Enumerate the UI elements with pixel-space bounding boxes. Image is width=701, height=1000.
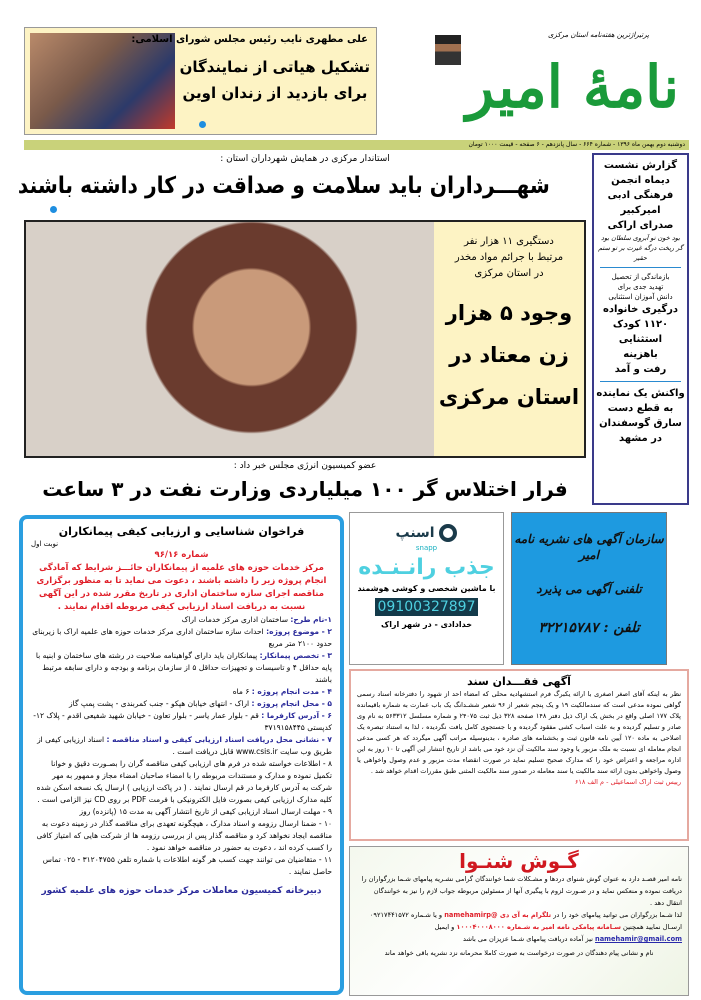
lead-story[interactable] [19, 154, 587, 216]
photo-story-text: دستگیری ۱۱ هزار نفر مرتبط با جرائم مواد مخدر در استان مرکزی وجود ۵ هزار زن معتاد در استان مرکزی [435, 222, 585, 456]
tender-item: ۷ - نشانی محل دریافت اسناد ارزیابی کیفی و اسناد مناقصه : اسناد ارزیابی کیفی از طریق وب سایت www.csis.ir قابل دریافت است . [38, 735, 333, 756]
top-story-box[interactable] [25, 27, 378, 135]
sidebar-item[interactable]: بازماندگی از تحصیل تهدید جدی برای دانش آموزان استثنایی درگیری خانواده ۱۱۲۰ کودک استثنایی باهزینه رفت و آمد [603, 273, 680, 375]
top-story-kicker: علی مطهری نایب رئیس مجلس شورای اسلامی: [132, 34, 369, 45]
tender-item: ۱-نام طرح: ساختمان اداری مرکز خدمات اراک [182, 615, 333, 624]
tender-item: ۶ - آدرس کارفرما : قم - بلوار عمار یاسر - بلوار تعاون - خیابان شهید شفیعی اقدم - پلاک ۱۲-کدپستی ۳۷۱۹۱۵۸۴۴۵ [34, 711, 333, 732]
masthead-name: نامهٔ امیر [467, 53, 680, 121]
tender-item: ۳ - تخصص پیمانکار: پیمانکاران باید دارای گواهینامه صلاحیت در رشته های ساختمان و ابنیه با پایه حداقل ۴ و تاسیسات و تجهیزات حداقل ۵ از سازمان برنامه و بودجه و دارای سابقه مرتبط باشند [36, 651, 333, 684]
tender-item: ۵ - محل انجام پروژه : اراک - انتهای خیابان هپکو - جنب کمربندی - پشت پمپ گاز [70, 699, 333, 708]
divider [601, 381, 682, 382]
sidebar [593, 153, 690, 505]
tender-item: ۱۱ - متقاضیان می توانند جهت کسب هر گونه اطلاعات با شماره تلفن ۳۱۲۰۴۷۵۵ - ۰۲۵ تماس حاصل نمایند . [43, 855, 333, 876]
lead-kicker: استاندار مرکزی در همایش شهرداران استان : [221, 154, 391, 164]
page-ref-icon [200, 121, 207, 128]
email-link[interactable]: namehamir@gmail.com [596, 935, 683, 943]
top-story-photo [31, 33, 176, 129]
tender-item: ۲ - موضوع پروژه: احداث سازه ساختمان اداری مرکز خدمات حوزه های علمیه اراک با زیربنای حدود ۲۱۰۰ متر مربع [33, 627, 333, 648]
top-story-headline: تشکیل هیاتی از نمایندگان برای بازدید از زندان اوین [180, 58, 371, 102]
second-headline: فرار اختلاس گر ۱۰۰ میلیاردی وزارت نفت در ۳ ساعت [43, 477, 569, 501]
dateline: دوشنبه دوم بهمن ماه ۱۳۹۶ - شماره ۶۶۴ - سال پانزدهم - ۶ صفحه - قیمت ۱۰۰۰ تومان [25, 140, 690, 150]
listening-ear-notice: گـوش شنـوا نامه امیر قصـد دارد به عنوان گوش شنوای دردها و مشـکلات شما خوانندگان گرامی نشـریه پیامهای شـما بزرگواران را دریافت نموده و منعکس نماید و در صـورت لزوم با پیگیری آنها از مسئولین مربوطه جواب لازم را نیز به خوانندگان انتقال دهد . لذا شـما بزرگواران می توانید پیامهای خود را در تلگرام به آی دی @namehamirp و یا شـماره ۰۹۲۱۷۴۴۱۵۷۲ ارسـال نمایید همچنین سـامانه پیامکی نامه امیر به شـماره ۱۰۰۰۴۰۰۰۸۰۰۰ و ایمیل namehamir@gmail.com نیز آماده دریافت پیامهای شـما عزیزان می باشد نام و نشانی پیام دهندگان در صورت درخواست به صورت کاملا محرمانه نزد نشریه باقی خواهد ماند [350, 846, 690, 996]
lost-deed-notice: آگهی فقـــدان سند نظر به اینکه آقای اصغر اصغری با ارائه یکبرگ فرم استشهادیه محلی که امضاء احد از شهود را دفترخانه اسناد رسمی گواهی نموده مدعی است که سندمالکیت ۱۹ و یک پنجم شعیر از ۹۶ شعیر ششـدانگ یک باب عمارت به شماره باقیمانده پلاک ۱۷۷ اصلی واقع در بخش یک اراک ذیل دفتر ۱۴۸ صفحه ۳۲۸ ذیل ثبت ۲۴۰۷۵ و شماره مسلسل ۵۶۳۳۱۲ به نام وی صادر و تسلیم گردیده و به علت اسباب کشی مفقود گردیده و با جستجوی کامل یافت نگردیده ، لذا به استناد تبصره یک اصلاحی به ماده ۱۲۰ آیین نامه قانون ثبت و بخشنامه های صادره ، بدینوسیله مراتب آگهی میگردد که هر کسی مدعی انجام معامله ای نسبت به ملک مزبور یا وجود سند مالکیت آن نزد خود می باشد از تاریخ انتشار این آگهی تا ۱۰ روز به این اداره مراجعه و اعتراض خود را که مدارک صحیح تسلیم نماید در صورت انقضاء مدت مزبور و عدم وصول واخواهی یا وصول واخواهی بدون ارائه سند مالکیت یا سند معامله در صدور سند مالکیت المثنی طبق مقررات اقدام خواهد شد . رییس ثبت اراک اسماعیلی - م الف ۶۱۸ [350, 669, 690, 841]
tender-item: ۸ - اطلاعات خواسته شده در فرم های ارزیابی کیفی مناقصه گران را بصـورت دقیق و خوانا تکمیل نموده و مدارک و مستندات مربوطه را با امضاء صاحبان امضاء مجاز و ممهور به مهر شرکت به آدرس کارفرما در قم ارسال نمایند . ( در پاکت ارزیابی ) ارسال یک نسخه اسکن شده کلیه مدارک ارزیابی کیفی بصورت فایل الکترونیکی با فرمت PDF بر روی CD نیز الزامی است . [37, 759, 333, 804]
second-kicker: عضو کمیسیون انرژی مجلس خبر داد : [234, 461, 378, 471]
masthead-tagline: پرتیراژترین هفته‌نامه استان مرکزی [549, 31, 650, 39]
photo-story[interactable] [25, 220, 587, 458]
snapp-ad: اسنپ snapp جذب رانـنـده با ماشین شخصی و کوشی هوشمند 09100327897 خدادادی - در شهر اراک [350, 512, 505, 665]
tender-item: ۱۰ - ضمنا ارسال رزومه و اسناد مدارک ، هیچگونه تعهدی برای مناقصه گذار در زمینه دعوت به مناقصه ایجاد نخواهد کرد و مناقصه گذار پس از بررسی رزومه ها از شرکت هایی که امتیاز کافی را کسب کرده اند ، دعوت به حضور در مناقصه خواهد نمود . [37, 819, 333, 852]
masthead-logo [400, 27, 690, 135]
second-story[interactable] [25, 461, 587, 507]
tender-item: ۴ - مدت انجام پروژه : ۶ ماه [233, 687, 333, 696]
sidebar-item[interactable]: گزارش نشست دیماه انجمن فرهنگی ادبی امیرکبیر صدرای اراکی بود خون تو آبروی سلطان بود گر ریخت درگه غیرت بر تو ستم حقیر [599, 160, 684, 262]
sidebar-item[interactable]: واکنش یک نماینده به قطع دست سارق گوسفندان در مشهد [597, 388, 686, 444]
tender-ad: فراخوان شناسایی و ارزیابی کیفی پیمانکاران نوبت اول شماره ۹۶/۱۶ مرکز خدمات حوزه های علمیه از پیمانکاران حائـــز شرایط که آمادگی انجام پروژه زیر را داشته باشند ، دعوت می نماید تا به منظور برگزاری مناقصه اجرای سازه ساختمان اداری در تاریخ مقرر شده در این آگهی نسبت به دریافت اسناد ارزیابی کیفی مربوطه اقدام نمایند . ۱-نام طرح: ساختمان اداری مرکز خدمات اراک ۲ - موضوع پروژه: احداث سازه ساختمان اداری مرکز خدمات حوزه های علمیه اراک با زیربنای حدود ۲۱۰۰ متر مربع ۳ - تخصص پیمانکار: پیمانکاران باید دارای گواهینامه صلاحیت در رشته های ساختمان و ابنیه با پایه حداقل ۴ و تاسیسات و تجهیزات حداقل ۵ از سازمان برنامه و بودجه و دارای سابقه مرتبط باشند ۴ - مدت انجام پروژه : ۶ ماه ۵ - محل انجام پروژه : اراک - انتهای خیابان هپکو - جنب کمربندی - پشت پمپ گاز ۶ - آدرس کارفرما : قم - بلوار عمار یاسر - بلوار تعاون - خیابان شهید شفیعی اقدم - پلاک ۱۲-کدپستی ۳۷۱۹۱۵۸۴۴۵ ۷ - نشانی محل دریافت اسناد ارزیابی کیفی و اسناد مناقصه : اسناد ارزیابی کیفی از طریق وب سایت www.csis.ir قابل دریافت است . ۸ - اطلاعات خواسته شده در فرم های ارزیابی کیفی مناقصه گران را بصـورت دقیق و خوانا تکمیل نموده و مدارک و مستندات مربوطه را با امضاء صاحبان امضاء مجاز و ممهور به مهر شرکت به آدرس کارفرما در قم ارسال نمایند . ( در پاکت ارزیابی ) ارسال یک نسخه اسکن شده کلیه مدارک ارزیابی کیفی بصورت فایل الکترونیکی با فرمت PDF بر روی CD نیز الزامی است . ۹ - مهلت ارسال اسناد ارزیابی کیفی از تاریخ انتشار آگهی به مدت ۱۵ (پانزده) روز ۱۰ - ضمنا ارسال رزومه و اسناد مدارک ، هیچگونه تعهدی برای مناقصه گذار در زمینه دعوت به مناقصه ایجاد نخواهد کرد و مناقصه گذار پس از بررسی رزومه ها از شرکت هایی که امتیاز کافی را کسب کرده اند ، دعوت به حضور در مناقصه خواهد نمود . ۱۱ - متقاضیان می توانند جهت کسب هر گونه اطلاعات با شماره تلفن ۳۱۲۰۴۷۵۵ - ۰۲۵ تماس حاصل نمایند . دبیرخانه کمیسیون معاملات مرکز خدمات حوزه های علمیه کشور [20, 515, 345, 995]
page-ref-icon [51, 206, 58, 213]
main-photo [27, 222, 437, 456]
snapp-logo-icon [440, 524, 458, 542]
divider [601, 267, 682, 268]
tender-item: ۹ - مهلت ارسال اسناد ارزیابی کیفی از تاریخ انتشار آگهی به مدت ۱۵ (پانزده) روز [80, 807, 333, 816]
lead-headline: شهـــرداران باید سلامت و صداقت در کار داشته باشند [19, 173, 552, 199]
ads-office-ad: سازمان آگهی های نشریه نامه امیر تلفنی آگهی می پذیرد تلفن : ۳۲۲۱۵۷۸۷ [512, 512, 668, 665]
